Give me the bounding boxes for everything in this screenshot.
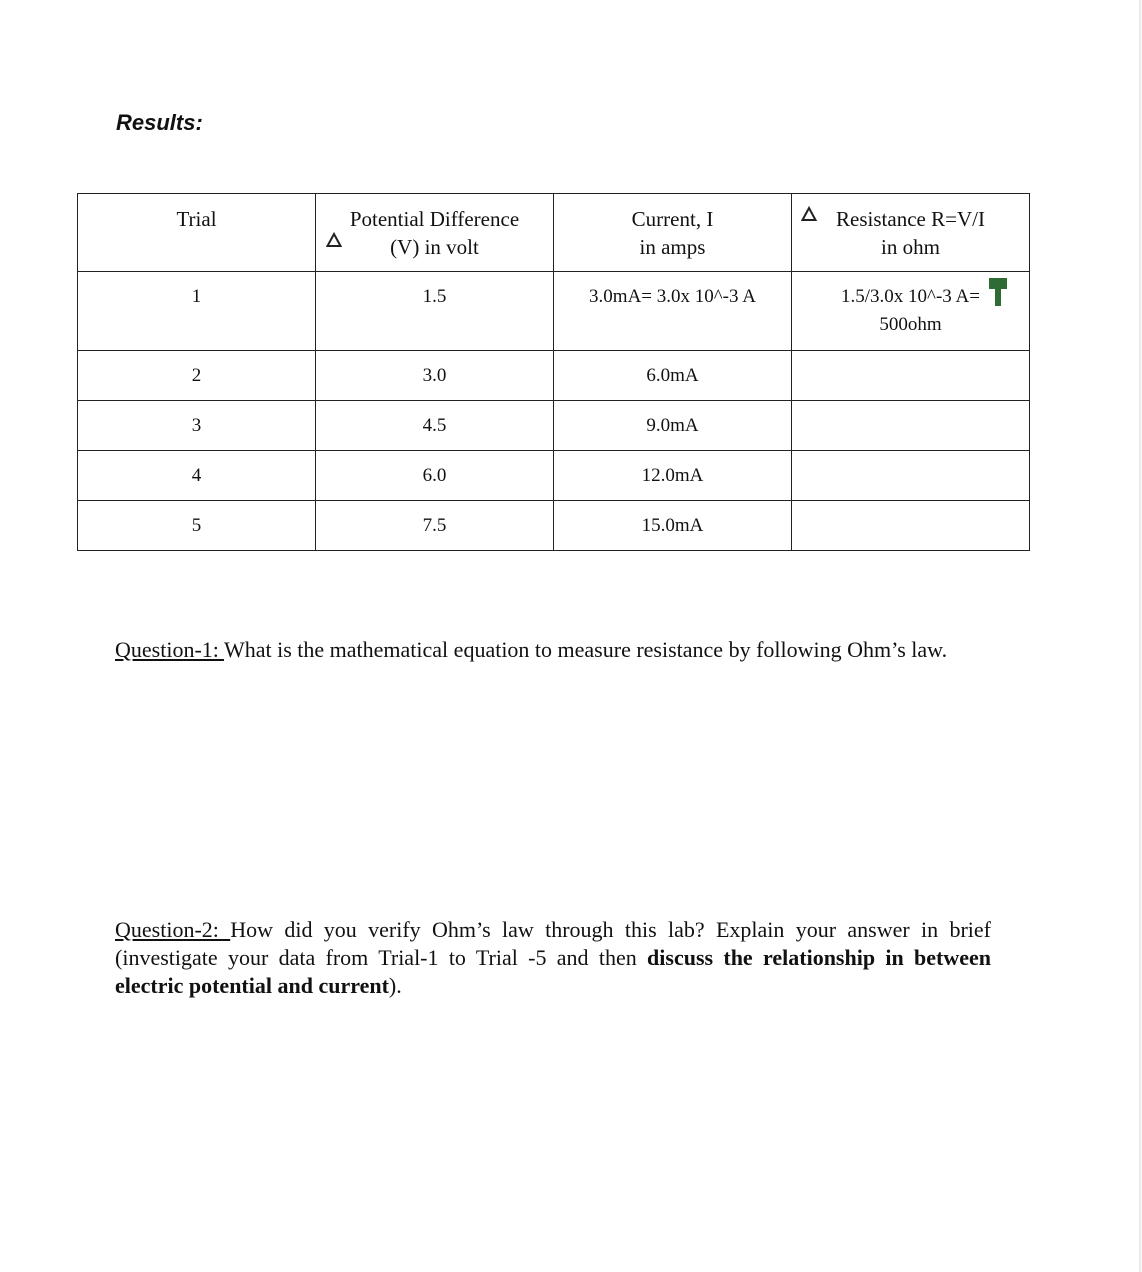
header-trial: [78, 194, 316, 272]
header-current-line2: in amps: [639, 235, 706, 259]
cell-voltage: 4.5: [316, 401, 554, 451]
table-row: [78, 351, 1030, 401]
green-flag-icon[interactable]: [987, 278, 1009, 306]
header-trial-label: Trial: [176, 207, 217, 231]
table-header-row: [78, 194, 1030, 272]
cell-current: 12.0mA: [554, 451, 792, 501]
question-2: [115, 916, 991, 1000]
header-voltage-line2: (V) in volt: [390, 235, 479, 259]
cell-resistance[interactable]: [792, 451, 1030, 501]
cell-current: 15.0mA: [554, 501, 792, 551]
question-2-text: How did you verify Ohm’s law through this lab? Explain your answer in brief (investigate your data from Trial-1 to Trial -5 and then: [115, 917, 991, 970]
warning-triangle-icon[interactable]: [326, 232, 342, 248]
question-1: [115, 636, 991, 664]
cell-voltage: 7.5: [316, 501, 554, 551]
table-row: [78, 401, 1030, 451]
header-voltage: [316, 194, 554, 272]
cell-voltage: 1.5: [316, 272, 554, 351]
header-voltage-line1: Potential Difference: [349, 207, 520, 231]
header-resistance-line1: Resistance R=V/I: [836, 207, 985, 231]
cell-trial: 4: [78, 451, 316, 501]
question-1-text: What is the mathematical equation to measure resistance by following Ohm’s law.: [223, 637, 948, 662]
cell-trial: 5: [78, 501, 316, 551]
cell-resistance-line2: 500ohm: [879, 314, 942, 335]
cell-resistance[interactable]: [792, 501, 1030, 551]
header-current: [554, 194, 792, 272]
question-2-bold: discuss the relationship in between electric potential and current: [115, 945, 992, 998]
cell-trial: 3: [78, 401, 316, 451]
cell-current: 9.0mA: [554, 401, 792, 451]
results-heading: Results:: [116, 110, 203, 135]
cell-current: 6.0mA: [554, 351, 792, 401]
question-2-tail: ).: [388, 973, 402, 998]
header-resistance: [792, 194, 1030, 272]
table-row: [78, 451, 1030, 501]
cell-resistance[interactable]: [792, 401, 1030, 451]
table-row: [78, 501, 1030, 551]
cell-trial: 2: [78, 351, 316, 401]
header-resistance-line2: in ohm: [881, 235, 940, 259]
cell-trial: 1: [78, 272, 316, 351]
warning-triangle-icon[interactable]: [801, 206, 817, 222]
results-table: [77, 193, 1030, 551]
cell-resistance-line1: 1.5/3.0x 10^-3 A=: [841, 286, 980, 307]
table-row: [78, 272, 1030, 351]
cell-current: 3.0mA= 3.0x 10^-3 A: [554, 272, 792, 351]
question-1-label: Question-1:: [115, 637, 224, 662]
question-2-label: Question-2:: [115, 917, 231, 942]
header-current-line1: Current, I: [631, 207, 714, 231]
cell-voltage: 6.0: [316, 451, 554, 501]
cell-resistance[interactable]: [792, 351, 1030, 401]
cell-voltage: 3.0: [316, 351, 554, 401]
cell-resistance: [792, 272, 1030, 351]
